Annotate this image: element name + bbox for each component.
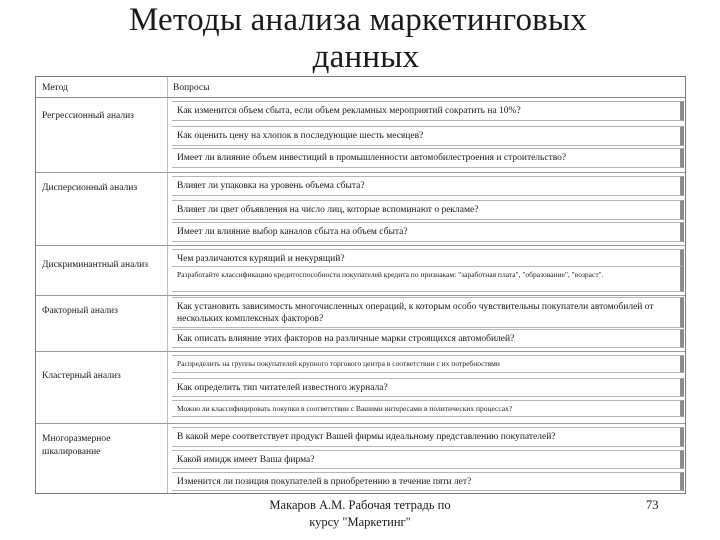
row-divider — [36, 245, 685, 246]
slide-title — [60, 2, 660, 76]
question-cell: Влияет ли цвет объявления на число лиц, которые вспоминают о рекламе? — [172, 200, 684, 220]
title-line-2: данных — [312, 39, 420, 75]
question-cell: В какой мере соответствует продукт Вашей фирмы идеальному представлению покупателей? — [172, 427, 684, 447]
methods-table — [35, 76, 686, 494]
table-header — [36, 77, 685, 98]
page-number: 73 — [646, 498, 659, 512]
question-cell: Как установить зависимость многочисленных операций, к которым особо чувствительны покупатели автомобилей от нескольких комплексных факторов? — [172, 297, 684, 328]
question-cell: Имеет ли влияние выбор каналов сбыта на объем сбыта? — [172, 222, 684, 242]
question-cell: Чем различаются курящий и некурящий? — [172, 249, 684, 267]
question-cell: Изменится ли позиция покупателей в приобретению в течение пяти лет? — [172, 472, 684, 491]
question-cell: Как изменится объем сбыта, если объем рекламных мероприятий сократить на 10%? — [172, 101, 684, 121]
title-line-1: Методы анализа маркетинговых — [128, 2, 588, 38]
question-cell: Разработайте классификацию кредитоспособности покупателей кредита по признакам: "заработная плата", "образование", "возраст". — [172, 266, 684, 292]
method-scaling: Многоразмерное шкалирование — [42, 434, 111, 457]
row-divider — [36, 351, 685, 352]
question-cell: Имеет ли влияние объем инвестиций в промышленности автомобилестроения и строительство? — [172, 148, 684, 168]
question-cell: Можно ли классифицировать покупки в соответствии с Вашими интересами в политических процессах? — [172, 400, 684, 417]
method-regression: Регрессионный анализ — [42, 111, 134, 121]
method-variance: Дисперсионный анализ — [42, 183, 138, 193]
footer-line-2: курсу "Маркетинг" — [309, 515, 411, 529]
method-factor: Факторный анализ — [42, 306, 118, 316]
row-divider — [36, 295, 685, 296]
row-divider — [36, 423, 685, 424]
row-divider — [36, 172, 685, 173]
question-cell: Как определить тип читателей известного журнала? — [172, 378, 684, 397]
question-cell: Как оценить цену на хлопок в последующие шесть месяцев? — [172, 126, 684, 146]
method-discriminant: Дискриминантный анализ — [42, 260, 148, 270]
column-divider — [167, 77, 168, 493]
question-cell: Влияет ли упаковка на уровень объема сбыта? — [172, 176, 684, 196]
header-questions: Вопросы — [173, 83, 210, 93]
footer-line-1: Макаров А.М. Рабочая тетрадь по — [269, 498, 451, 512]
method-cluster: Кластерный анализ — [42, 371, 121, 381]
header-method: Метод — [42, 83, 68, 93]
question-cell: Какой имидж имеет Ваша фирма? — [172, 450, 684, 469]
question-cell: Как описать влияние этих факторов на различные марки строящихся автомобилей? — [172, 329, 684, 348]
footer-citation — [255, 497, 465, 531]
question-cell: Распределить на группы покупателей крупного торгового центра в соответствии с их потребностями — [172, 355, 684, 373]
